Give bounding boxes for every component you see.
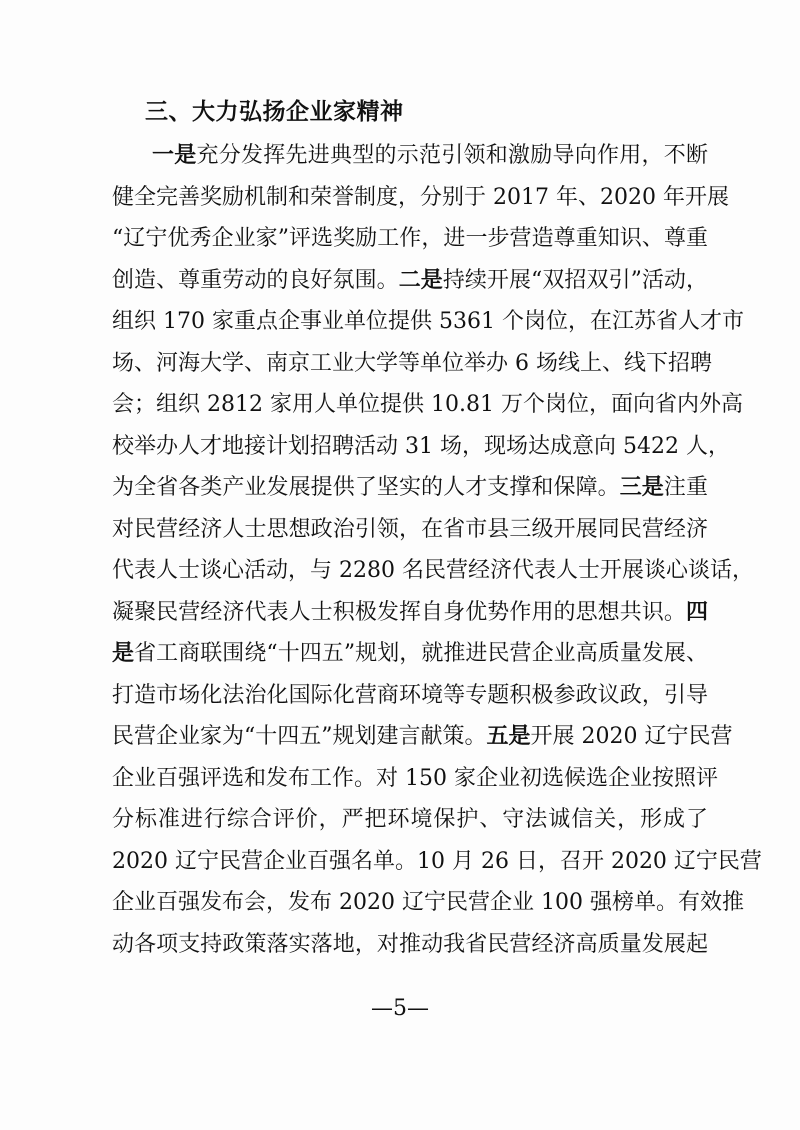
item-lead: 是 bbox=[112, 641, 135, 666]
text-run: 省工商联围绕“十四五”规划，就推进民营企业高质量发展、 bbox=[134, 641, 708, 666]
text-run: 充分发挥先进典型的示范引领和激励导向作用，不断 bbox=[196, 143, 708, 168]
text-line bbox=[112, 758, 718, 800]
text-line bbox=[112, 882, 744, 924]
item-lead: 四 bbox=[685, 599, 708, 625]
text-line bbox=[112, 841, 762, 883]
text-line bbox=[112, 716, 733, 758]
text-line bbox=[112, 301, 744, 343]
text-run: 2020 辽宁民营企业百强名单。10 月 26 日，召开 2020 辽宁民营 bbox=[112, 848, 762, 874]
text-line bbox=[112, 675, 708, 717]
text-run: 组织 170 家重点企事业单位提供 5361 个岗位，在江苏省人才市 bbox=[112, 309, 744, 334]
text-run: 对民营经济人士思想政治引领，在省市县三级开展同民营经济 bbox=[112, 516, 708, 542]
item-lead: 一是 bbox=[152, 143, 197, 168]
section-heading: 三、大力弘扬企业家精神 bbox=[145, 99, 404, 125]
text-line bbox=[112, 384, 743, 426]
text-run: 注重 bbox=[663, 475, 708, 500]
text-run: 企业百强发布会，发布 2020 辽宁民营企业 100 强榜单。有效推 bbox=[112, 890, 744, 915]
text-run: 打造市场化法治化国际化营商环境等专题积极参政议政，引导 bbox=[112, 682, 708, 708]
text-line bbox=[112, 799, 708, 841]
item-lead: 五是 bbox=[486, 724, 531, 749]
text-line bbox=[112, 135, 708, 177]
page-number: —5— bbox=[371, 996, 429, 1021]
item-lead: 三是 bbox=[619, 475, 664, 500]
text-run: 动各项支持政策落实落地，对推动我省民营经济高质量发展起 bbox=[112, 931, 708, 957]
text-line bbox=[112, 550, 754, 592]
text-run: 凝聚民营经济代表人士积极发挥自身优势作用的思想共识。 bbox=[112, 599, 686, 625]
text-line bbox=[112, 633, 708, 675]
text-run: 校举办人才地接计划招聘活动 31 场，现场达成意向 5422 人， bbox=[112, 433, 730, 459]
body-paragraph bbox=[112, 135, 762, 965]
text-line bbox=[112, 218, 708, 260]
text-line bbox=[112, 509, 708, 551]
text-run: “辽宁优秀企业家”评选奖励工作，进一步营造尊重知识、尊重 bbox=[112, 226, 708, 251]
text-line bbox=[112, 592, 708, 634]
text-line bbox=[112, 467, 708, 509]
text-line bbox=[112, 343, 712, 385]
text-run: 企业百强评选和发布工作。对 150 家企业初选候选企业按照评 bbox=[112, 765, 718, 791]
text-line bbox=[112, 177, 729, 219]
text-run: 持续开展“双招双引”活动， bbox=[442, 267, 708, 293]
text-run: 为全省各类产业发展提供了坚实的人才支撑和保障。 bbox=[112, 475, 620, 500]
text-line bbox=[112, 260, 708, 302]
text-run: 民营企业家为“十四五”规划建言献策。 bbox=[112, 724, 487, 749]
text-run: 分标准进行综合评价，严把环境保护、守法诚信关，形成了 bbox=[112, 807, 708, 832]
text-line bbox=[112, 924, 708, 966]
text-run: 创造、尊重劳动的良好氛围。 bbox=[112, 267, 399, 293]
text-line bbox=[112, 426, 730, 468]
text-run: 会；组织 2812 家用人单位提供 10.81 万个岗位，面向省内外高 bbox=[112, 392, 743, 417]
text-run: 开展 2020 辽宁民营 bbox=[530, 724, 733, 749]
text-run: 场、河海大学、南京工业大学等单位举办 6 场线上、线下招聘 bbox=[112, 350, 712, 376]
text-run: 健全完善奖励机制和荣誉制度，分别于 2017 年、2020 年开展 bbox=[112, 184, 729, 210]
item-lead: 二是 bbox=[398, 267, 443, 293]
text-run: 代表人士谈心活动，与 2280 名民营经济代表人士开展谈心谈话， bbox=[112, 558, 754, 583]
